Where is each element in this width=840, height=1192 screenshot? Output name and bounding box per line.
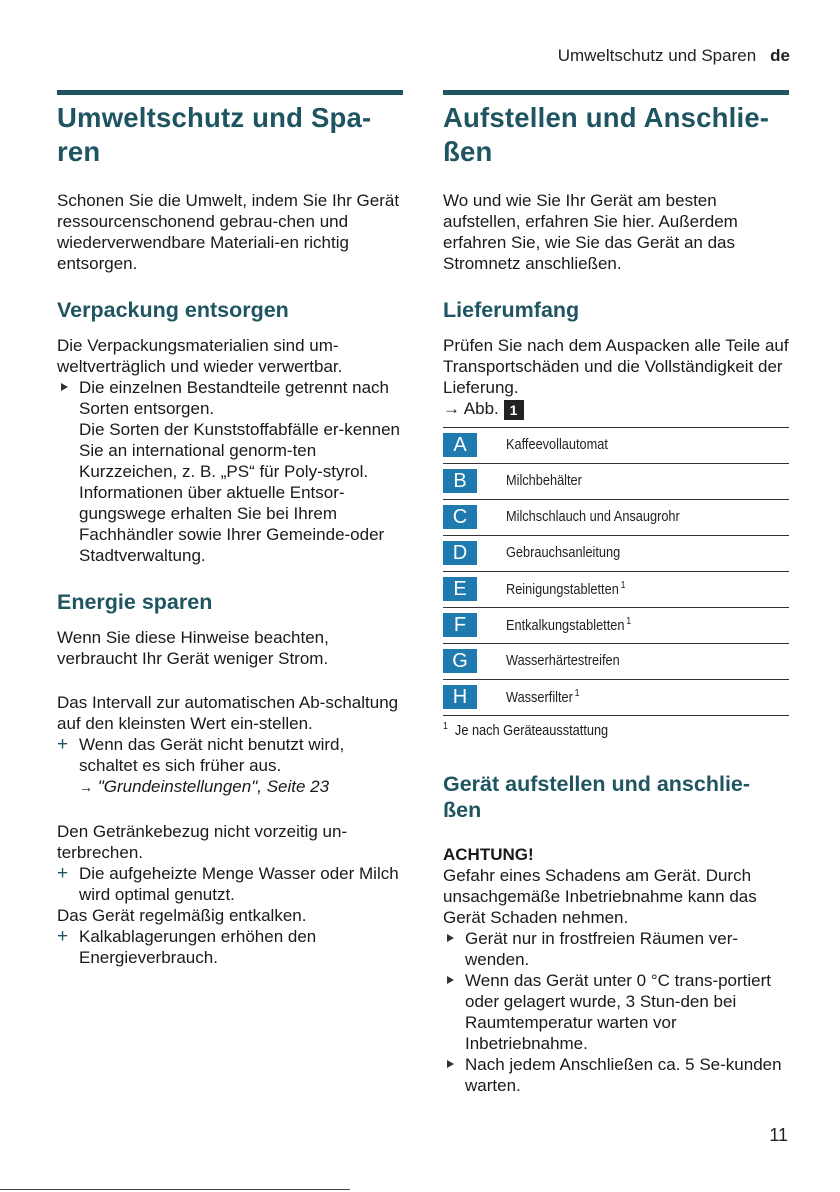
- warning-item: Wenn das Gerät unter 0 °C trans-portiert oder gelagert wurde, 3 Stun-den bei Raumtemperatur warten vor Inbetriebnahme.: [443, 970, 789, 1054]
- tip-3-list: [57, 926, 403, 968]
- parts-row: [443, 427, 789, 463]
- parts-row: [443, 535, 789, 571]
- part-footnote-mark: 1: [620, 579, 626, 591]
- part-letter-badge: F: [443, 613, 477, 637]
- part-name: [506, 473, 582, 489]
- header-language-code: de: [770, 46, 790, 65]
- parts-name-cell: [506, 679, 789, 715]
- parts-row: [443, 643, 789, 679]
- part-name: [506, 509, 680, 525]
- parts-name-cell: [506, 607, 789, 643]
- packaging-list: [57, 377, 403, 419]
- right-intro: Wo und wie Sie Ihr Gerät am besten aufstellen, erfahren Sie hier. Außerdem erfahren Sie, wie Sie das Gerät an das Stromnetz anschließen.: [443, 191, 738, 273]
- xref-link[interactable]: "Grundeinstellungen", Seite 23: [97, 777, 330, 796]
- tip-3-benefit: [57, 926, 403, 968]
- arrow-icon: →: [79, 779, 93, 795]
- figure-number-badge: 1: [504, 400, 524, 420]
- figure-reference: [443, 398, 789, 420]
- parts-row: [443, 463, 789, 499]
- warning-list: [443, 928, 789, 1096]
- packaging-bullet: Die einzelnen Bestandteile getrennt nach Sorten entsorgen.: [57, 377, 403, 419]
- parts-row: [443, 607, 789, 643]
- part-name-text: Milchbehälter: [506, 473, 582, 490]
- part-name-text: Kaffeevollautomat: [506, 437, 608, 454]
- part-name: [506, 580, 625, 598]
- part-name: [506, 653, 620, 669]
- tip-1-list: [57, 734, 403, 776]
- tip-1-xref: [57, 776, 403, 798]
- section-rule: [443, 90, 789, 95]
- plus-icon: +: [57, 863, 69, 884]
- part-footnote-mark: 1: [574, 687, 580, 699]
- footnote-text: Je nach Geräteausstattung: [454, 722, 609, 739]
- right-title-line1: Aufstellen und Anschlie-: [443, 102, 770, 133]
- parts-letter-cell: [443, 607, 506, 643]
- part-name-text: Entkalkungstabletten: [506, 617, 625, 634]
- plus-icon: +: [57, 734, 69, 755]
- page-number: 11: [769, 1125, 788, 1145]
- left-column: [57, 90, 403, 968]
- part-name-text: Milchschlauch und Ansaugrohr: [506, 509, 680, 526]
- running-header: [558, 46, 790, 66]
- packaging-text: Die Verpackungsmaterialien sind um-weltverträglich und wieder verwertbar.: [57, 336, 343, 376]
- part-name: [506, 437, 608, 453]
- part-letter-badge: A: [443, 433, 477, 457]
- part-name-text: Reinigungstabletten: [506, 581, 619, 598]
- packaging-heading: Verpackung entsorgen: [57, 298, 289, 322]
- tip-2-text: Den Getränkebezug nicht vorzeitig un-terbrechen.: [57, 822, 348, 862]
- parts-letter-cell: [443, 679, 506, 715]
- setup-heading: [443, 771, 789, 823]
- parts-row: [443, 679, 789, 715]
- left-title-line2: ren: [57, 136, 101, 167]
- setup-heading-line1: Gerät aufstellen und anschlie-: [443, 771, 751, 796]
- left-intro: Schonen Sie die Umwelt, indem Sie Ihr Gerät ressourcenschonend gebrau-chen und wiederverwendbare Materiali-en richtig entsorgen.: [57, 191, 400, 273]
- packaging-sub-2: Informationen über aktuelle Entsor-gungswege erhalten Sie bei Ihrem Fachhändler sowie Ihrer Gemeinde-oder Stadtverwaltung.: [79, 483, 385, 565]
- parts-letter-cell: [443, 463, 506, 499]
- part-letter-badge: B: [443, 469, 477, 493]
- tip-2-list: [57, 863, 403, 905]
- warning-item: Nach jedem Anschließen ca. 5 Se-kunden warten.: [443, 1054, 789, 1096]
- tip-1-benefit-text: Wenn das Gerät nicht benutzt wird, schaltet es sich früher aus.: [79, 735, 345, 775]
- parts-name-cell: [506, 463, 789, 499]
- plus-icon: +: [57, 926, 69, 947]
- footnote-mark: 1: [443, 720, 448, 732]
- parts-name-cell: [506, 499, 789, 535]
- parts-name-cell: [506, 535, 789, 571]
- part-name: [506, 545, 620, 561]
- energy-text: Wenn Sie diese Hinweise beachten, verbraucht Ihr Gerät weniger Strom.: [57, 628, 329, 668]
- parts-name-cell: [506, 427, 789, 463]
- part-letter-badge: E: [443, 577, 477, 601]
- warning-item: Gerät nur in frostfreien Räumen ver-wenden.: [443, 928, 789, 970]
- part-name-text: Wasserfilter: [506, 689, 573, 706]
- left-section-title: [57, 101, 403, 169]
- parts-letter-cell: [443, 571, 506, 607]
- parts-letter-cell: [443, 499, 506, 535]
- part-letter-badge: D: [443, 541, 477, 565]
- setup-heading-line2: ßen: [443, 797, 482, 822]
- part-letter-badge: H: [443, 685, 477, 709]
- part-name: [506, 616, 631, 634]
- figure-ref-label: → Abb.: [443, 399, 499, 418]
- part-letter-badge: G: [443, 649, 477, 673]
- tip-2-benefit: [57, 863, 403, 905]
- part-name: [506, 688, 580, 706]
- parts-letter-cell: [443, 427, 506, 463]
- parts-letter-cell: [443, 643, 506, 679]
- right-title-line2: ßen: [443, 136, 493, 167]
- right-column: [443, 90, 789, 1096]
- left-title-line1: Umweltschutz und Spa-: [57, 102, 372, 133]
- warning-text: Gefahr eines Schadens am Gerät. Durch unsachgemäße Inbetriebnahme kann das Gerät Schaden nehmen.: [443, 865, 757, 927]
- tip-3-text: Das Gerät regelmäßig entkalken.: [57, 906, 307, 925]
- part-footnote-mark: 1: [626, 615, 632, 627]
- tip-2-benefit-text: Die aufgeheizte Menge Wasser oder Milch wird optimal genutzt.: [79, 864, 399, 904]
- bottom-divider: [0, 1189, 350, 1190]
- parts-letter-cell: [443, 535, 506, 571]
- warning-label: ACHTUNG!: [443, 844, 534, 864]
- parts-name-cell: [506, 571, 789, 607]
- scope-text: Prüfen Sie nach dem Auspacken alle Teile auf Transportschäden und die Vollständigkeit der Lieferung.: [443, 336, 789, 397]
- energy-heading: Energie sparen: [57, 590, 213, 614]
- parts-row: [443, 499, 789, 535]
- tip-1-text: Das Intervall zur automatischen Ab-schaltung auf den kleinsten Wert ein-stellen.: [57, 693, 399, 733]
- parts-name-cell: [506, 643, 789, 679]
- part-letter-badge: C: [443, 505, 477, 529]
- right-section-title: [443, 101, 789, 169]
- scope-heading: Lieferumfang: [443, 298, 580, 322]
- tip-1-benefit: [57, 734, 403, 776]
- packaging-sub-1: Die Sorten der Kunststoffabfälle er-kennen Sie an international genorm-ten Kurzzeichen, z. B. „PS“ für Poly-styrol.: [79, 420, 400, 481]
- footnote: [443, 721, 747, 739]
- part-name-text: Gebrauchsanleitung: [506, 545, 621, 562]
- parts-table: [443, 427, 789, 716]
- part-name-text: Wasserhärtestreifen: [506, 653, 620, 670]
- section-rule: [57, 90, 403, 95]
- header-section-title: Umweltschutz und Sparen: [557, 46, 757, 65]
- tip-3-benefit-text: Kalkablagerungen erhöhen den Energieverbrauch.: [79, 927, 317, 967]
- parts-row: [443, 571, 789, 607]
